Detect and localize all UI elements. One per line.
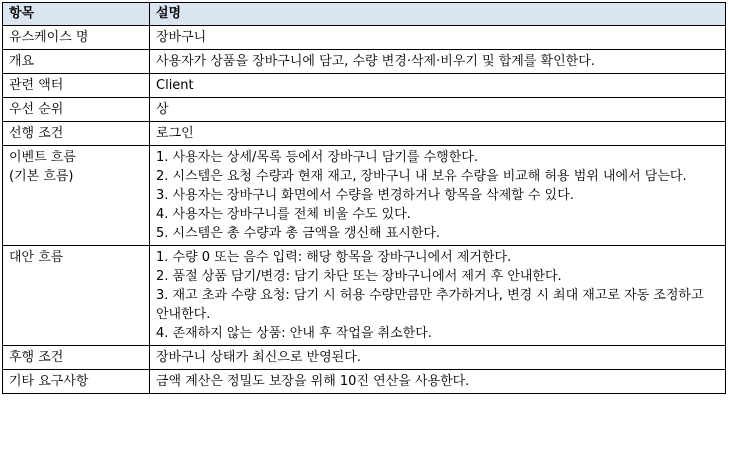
row-label: 우선 순위 [3,98,150,122]
value-line: 장바구니 [156,30,207,45]
row-value [150,98,726,122]
row-value [150,122,726,146]
row-label: 개요 [3,50,150,74]
value-line: 금액 계산은 정밀도 보장을 위해 10진 연산을 사용한다. [156,374,470,389]
row-label: 선행 조건 [3,122,150,146]
value-line: 3. 재고 초과 수량 요청: 담기 시 허용 수량만큼만 추가하거나, 변경 시 최대 재고로 자동 조정하고 안내한다. [156,288,704,322]
label-line: 이벤트 흐름 [9,150,76,165]
row-value [150,26,726,50]
label-line: (기본 흐름) [9,169,74,184]
row-label: 대안 흐름 [3,246,150,346]
table-header-row [3,3,726,26]
value-line: 2. 시스템은 요청 수량과 현재 재고, 장바구니 내 보유 수량을 비교해 허용 범위 내에서 담는다. [156,169,687,184]
table-row [3,26,726,50]
row-value [150,370,726,394]
row-label [3,146,150,246]
table-row [3,146,726,246]
value-line: 상 [156,102,169,117]
header-item: 항목 [3,3,150,26]
row-label: 유스케이스 명 [3,26,150,50]
table-row [3,122,726,146]
row-value [150,74,726,98]
row-value [150,346,726,370]
use-case-table-container [2,2,725,394]
value-line: 4. 존재하지 않는 상품: 안내 후 작업을 취소한다. [156,326,432,341]
header-description: 설명 [150,3,726,26]
value-line: 사용자가 상품을 장바구니에 담고, 수량 변경·삭제·비우기 및 합계를 확인한다. [156,54,595,69]
value-line: 3. 사용자는 장바구니 화면에서 수량을 변경하거나 항목을 삭제할 수 있다. [156,188,574,203]
row-value [150,246,726,346]
value-line: 4. 사용자는 장바구니를 전체 비울 수도 있다. [156,207,411,222]
row-label: 후행 조건 [3,346,150,370]
table-row [3,246,726,346]
row-value [150,50,726,74]
value-line: 2. 품절 상품 담기/변경: 담기 차단 또는 장바구니에서 제거 후 안내한다. [156,269,562,284]
row-label: 관련 액터 [3,74,150,98]
row-label: 기타 요구사항 [3,370,150,394]
table-row [3,370,726,394]
value-line: 장바구니 상태가 최신으로 반영된다. [156,350,361,365]
table-row [3,346,726,370]
value-line: 1. 수량 0 또는 음수 입력: 해당 항목을 장바구니에서 제거한다. [156,250,512,265]
row-value [150,146,726,246]
value-line: Client [156,78,194,93]
value-line: 1. 사용자는 상세/목록 등에서 장바구니 담기를 수행한다. [156,150,478,165]
table-row [3,74,726,98]
value-line: 5. 시스템은 총 수량과 총 금액을 갱신해 표시한다. [156,226,441,241]
table-row [3,98,726,122]
value-line: 로그인 [156,126,194,141]
table-row [3,50,726,74]
use-case-table [2,2,726,394]
